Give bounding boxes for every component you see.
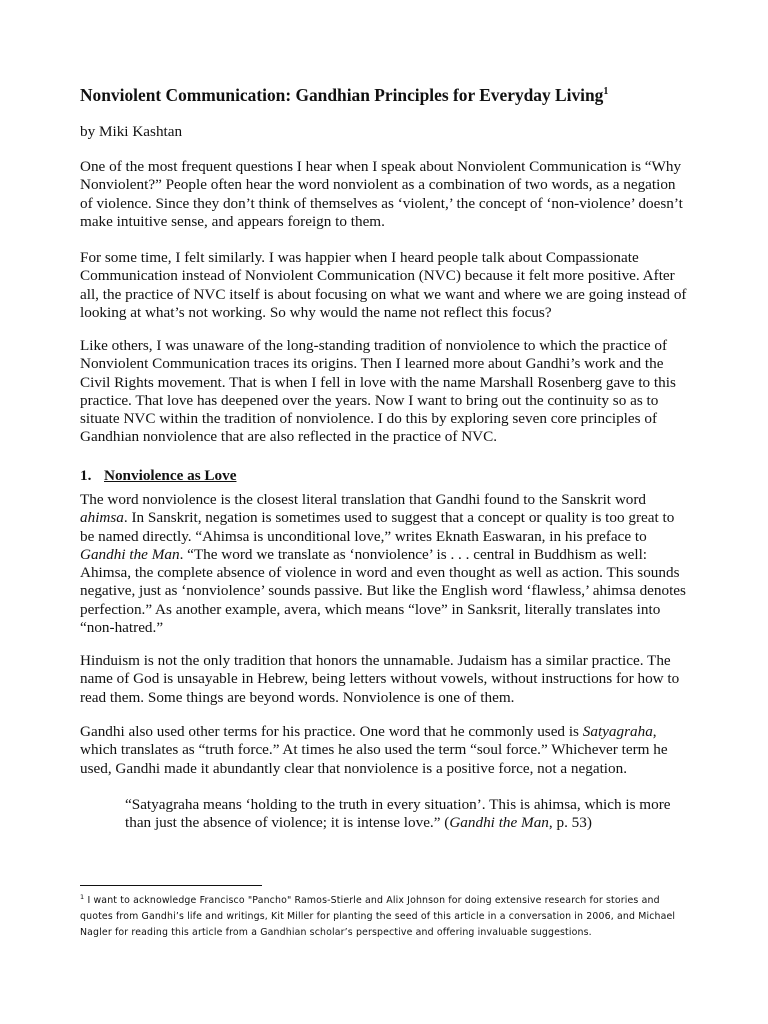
footnote-text: I want to acknowledge Francisco "Pancho" Ramos-Stierle and Alix Johnson for doing extensive research for stories and quotes from Gandhi’s life and writings, Kit Miller for planting the seed of this article in a conversation in 2006, and Michael Nagler for reading this article from a Gandhian scholar’s perspective and offering invaluable suggestions. — [80, 895, 676, 938]
document-title — [80, 84, 700, 106]
section-heading-text: Nonviolence as Love — [104, 467, 237, 484]
term-satyagraha: Satyagraha — [582, 723, 653, 740]
quote-text-b: , p. 53) — [548, 814, 592, 832]
quote-book-title: Gandhi the Man — [449, 814, 549, 832]
section1-p3-text-b: , which translates as “truth force.” At times he also used the term “soul force.” Whichever term he used, Gandhi made it abundantly clear that nonviolence is a positive force, not a negation. — [80, 723, 668, 777]
quote-text-a: “Satyagraha means ‘holding to the truth in every situation’. This is ahimsa, which is more than just the absence of violence; it is intense love.” ( — [125, 796, 671, 832]
section1-paragraph-3 — [80, 723, 687, 778]
section1-p1-text-c: . “The word we translate as ‘nonviolence’ is . . . central in Buddhism as well: Ahimsa, the complete absence of violence in word and even thought as well as action. This sounds negative, just as ‘nonviolence’ sounds passive. But like the English word ‘flawless,’ ahimsa denotes perfection.” As another example, avera, which means “love” in Sanksrit, literally translates into “non-hatred.” — [80, 545, 686, 637]
intro-paragraph-3: Like others, I was unaware of the long-standing tradition of nonviolence to which the practice of Nonviolent Communication traces its origins. Then I learned more about Gandhi’s work and the Civil Rights movement. That is when I fell in love with the name Marshall Rosenberg gave to this practice. That love has deepened over the years. Now I want to bring out the continuity so as to situate NVC within the tradition of nonviolence. I do this by exploring seven core principles of Gandhian nonviolence that are also reflected in the practice of NVC. — [80, 337, 676, 446]
document-title-text: Nonviolent Communication: Gandhian Principles for Everyday Living — [80, 85, 604, 105]
footnote-separator — [80, 885, 262, 886]
term-ahimsa: ahimsa — [80, 509, 124, 527]
section1-p1-text-b: . In Sanskrit, negation is sometimes used to suggest that a concept or quality is too great to be named directly. “Ahimsa is unconditional love,” writes Eknath Easwaran, in his preface to — [80, 509, 675, 545]
book-title-gandhi-the-man: Gandhi the Man — [80, 545, 180, 563]
footnote — [80, 893, 690, 940]
section1-p1-text-a: The word nonviolence is the closest literal translation that Gandhi found to the Sanskrit word — [80, 491, 647, 508]
section1-paragraph-1 — [80, 491, 687, 637]
intro-paragraph-1: One of the most frequent questions I hear when I speak about Nonviolent Communication is “Why Nonviolent?” People often hear the word nonviolent as a combination of two words, as a negation of violence. Since they don’t think of themselves as ‘violent,’ the concept of ‘non-violence’ doesn’t make intuitive sense, and appears foreign to them. — [80, 158, 683, 230]
block-quote — [125, 796, 695, 833]
section-number: 1. — [80, 467, 92, 484]
intro-paragraph-2: For some time, I felt similarly. I was happier when I heard people talk about Compassionate Communication instead of Nonviolent Communication (NVC) because it felt more positive. After all, the practice of NVC itself is about focusing on what we want and where we are going instead of looking at what’s not working. So why would the name not reflect this focus? — [80, 249, 687, 321]
section1-paragraph-2: Hinduism is not the only tradition that honors the unnamable. Judaism has a similar practice. The name of God is unsayable in Hebrew, being letters without vowels, without instructions for how to read them. Some things are beyond words. Nonviolence is one of them. — [80, 652, 680, 706]
title-footnote-ref: 1 — [603, 86, 609, 98]
footnote-marker: 1 — [80, 893, 85, 901]
section-heading-1 — [80, 467, 236, 485]
author-byline: by Miki Kashtan — [80, 123, 183, 140]
section1-p3-text-a: Gandhi also used other terms for his practice. One word that he commonly used is — [80, 723, 579, 740]
